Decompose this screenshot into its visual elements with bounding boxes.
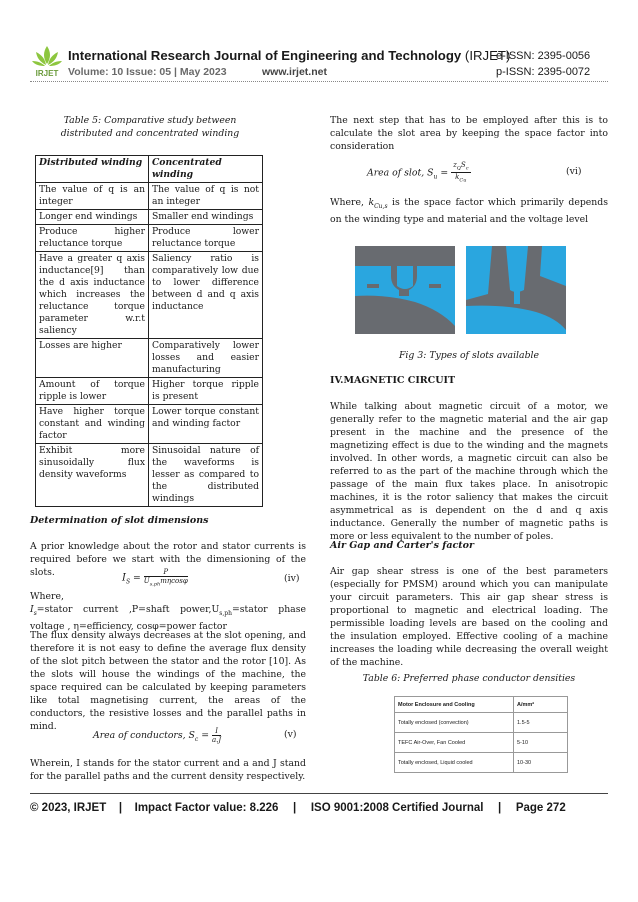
table-cell: Have higher torque constant and winding factor — [36, 405, 149, 444]
air-gap-paragraph: Air gap shear stress is one of the best parameters (especially for PMSM) around which you can manipulate your circuit parameters. This air gap shear stress is proportional to magnetic and electrical loading. The permissible loading levels are based on the cooling and the insulation employed. Effective cooling of a machine increases the loading while decreasing the overall weight of the machine. — [330, 566, 608, 668]
table-header-cell: A/mm² — [514, 697, 568, 713]
footer-divider — [30, 793, 608, 794]
header-divider — [30, 81, 608, 82]
table-cell: Totally enclosed, Liquid cooled — [395, 753, 514, 773]
table-cell: The value of q is an integer — [36, 183, 149, 210]
footer-iso: ISO 9001:2008 Certified Journal — [310, 802, 484, 814]
table-row — [36, 339, 263, 378]
table-row — [395, 733, 568, 753]
table-row — [36, 225, 263, 252]
table-row — [36, 183, 263, 210]
table-row — [395, 753, 568, 773]
equation-iv: $I_S$ = P $U_{s,ph}m\eta\cos\varphi$ — [122, 568, 188, 588]
flux-density-paragraph: The flux density always decreases at the slot opening, and therefore it is not easy to define the average flux density of the slot pitch between the stator and the rotor [10]. As the slots will house the windings of the machine, the space required can be calculated by keeping parameters like total magnetising current, the areas of the conductors, the resistive losses and the parallel paths in mind. — [30, 630, 306, 732]
equation-v-number: (v) — [284, 729, 297, 740]
space-factor-paragraph: Where, $k_{Cu,s}$ is the space factor which primarily depends on the winding type and material and the voltage level — [330, 197, 609, 225]
table-cell: Produce lower reluctance torque — [149, 225, 263, 252]
table-cell: Totally enclosed (convection) — [395, 713, 514, 733]
equation-iv-number: (iv) — [284, 573, 300, 584]
table-cell: 5-10 — [514, 733, 568, 753]
irjet-logo — [30, 44, 64, 78]
table-header-cell: Concentrated winding — [149, 156, 263, 183]
magnetic-circuit-heading: IV.MAGNETIC CIRCUIT — [330, 375, 456, 386]
website-link[interactable]: www.irjet.net — [262, 66, 327, 78]
equation-vi: Area of slot, $S_u$ = $z_QS_c$ $k_{Cu}$ — [367, 161, 469, 184]
table-header-cell: Distributed winding — [36, 156, 149, 183]
table-cell: Comparatively lower losses and easier manufacturing — [149, 339, 263, 378]
table-header-cell: Motor Enclosure and Cooling — [395, 697, 514, 713]
table-cell: Amount of torque ripple is lower — [36, 378, 149, 405]
logo-text: IRJET — [35, 69, 59, 78]
table-cell: Sinusoidal nature of the waveforms is lesser as compared to the distributed windings — [149, 444, 263, 507]
table-row — [36, 405, 263, 444]
table-cell: Lower torque constant and winding factor — [149, 405, 263, 444]
table-row — [36, 378, 263, 405]
air-gap-heading: Air Gap and Carter's factor — [330, 540, 475, 551]
table-header-row — [36, 156, 263, 183]
magnetic-circuit-paragraph: While talking about magnetic circuit of a motor, we generally refer to the magnetic material and the air gap present in the machine and the presence of the magnetizing effect is due to the winding and the magnets involved. In other words, a magnetic circuit can also be referred to as the part of the machine through which the passage of the main flux takes place. In anisotropic machines, it is the rotor saliency that makes the circuit asymmetrical as is dependent on the d and q axis inductance. Generally the number of magnetic paths is more or less equivalent to the number of poles. — [330, 401, 608, 542]
footer-copyright: © 2023, IRJET — [30, 802, 107, 814]
table-cell: Have a greater q axis inductance[9] than the d axis inductance which increases the reluctance torque parameter w.r.t saliency — [36, 252, 149, 339]
table-header-row — [395, 697, 568, 713]
table5-caption: Table 5: Comparative study between distributed and concentrated winding — [60, 115, 240, 139]
table6-caption: Table 6: Preferred phase conductor densities — [362, 673, 576, 684]
table-cell: Higher torque ripple is present — [149, 378, 263, 405]
equation-v: Area of conductors, $S_c$ = $\frac{I}{a.J}$ — [93, 727, 222, 744]
table-cell: Saliency ratio is comparatively low due to lower difference between d and q axis inductance — [149, 252, 263, 339]
journal-title: International Research Journal of Engineering and Technology (IRJET) — [68, 48, 511, 63]
equation-vi-number: (vi) — [566, 166, 582, 177]
footer-impact-factor: Impact Factor value: 8.226 — [134, 802, 279, 814]
footer-page-number: Page 272 — [515, 802, 566, 814]
journal-abbr: (IRJET) — [464, 48, 511, 63]
slot-intro-paragraph: A prior knowledge about the rotor and stator currents is required before we start with the dimensioning of the slots. — [30, 541, 306, 578]
table-cell: Exhibit more sinusoidally flux density waveforms — [36, 444, 149, 507]
fig3-caption: Fig 3: Types of slots available — [398, 350, 540, 361]
p-issn: p-ISSN: 2395-0072 — [496, 66, 591, 78]
slot-dimensions-heading: Determination of slot dimensions — [30, 515, 209, 526]
table-cell: Longer end windings — [36, 210, 149, 225]
table-cell: Produce higher reluctance torque — [36, 225, 149, 252]
table-row — [36, 252, 263, 339]
table-row — [36, 210, 263, 225]
table-cell: Losses are higher — [36, 339, 149, 378]
slot-area-paragraph: The next step that has to be employed after this is to calculate the slot area by keeping the space factor into consideration — [330, 115, 608, 152]
table-cell: The value of q is not an integer — [149, 183, 263, 210]
where-label: Where, — [30, 591, 64, 602]
table-cell: 1.5-5 — [514, 713, 568, 733]
e-issn: e-ISSN: 2395-0056 — [496, 50, 591, 62]
table-cell: Smaller end windings — [149, 210, 263, 225]
comparison-table — [35, 155, 263, 507]
table-row — [36, 444, 263, 507]
table-cell: TEFC Air-Over, Fan Cooled — [395, 733, 514, 753]
where-definitions: $I_s=stator$ current ,P=shaft $power,U_{s,ph}=stator$ phase voltage , η=efficiency, cosφ=power factor — [30, 604, 306, 632]
table-row — [395, 713, 568, 733]
slot-type-image-right — [466, 246, 566, 334]
wherein-paragraph: Wherein, I stands for the stator current and a and J stand for the parallel paths and the current density respectively. — [30, 758, 306, 782]
table-cell: 10-30 — [514, 753, 568, 773]
footer: © 2023, IRJET | Impact Factor value: 8.226 | ISO 9001:2008 Certified Journal | Page 272 — [30, 802, 566, 814]
volume-issue: Volume: 10 Issue: 05 | May 2023 — [68, 66, 227, 78]
slot-type-image-left — [355, 246, 455, 334]
conductor-density-table — [394, 696, 568, 773]
